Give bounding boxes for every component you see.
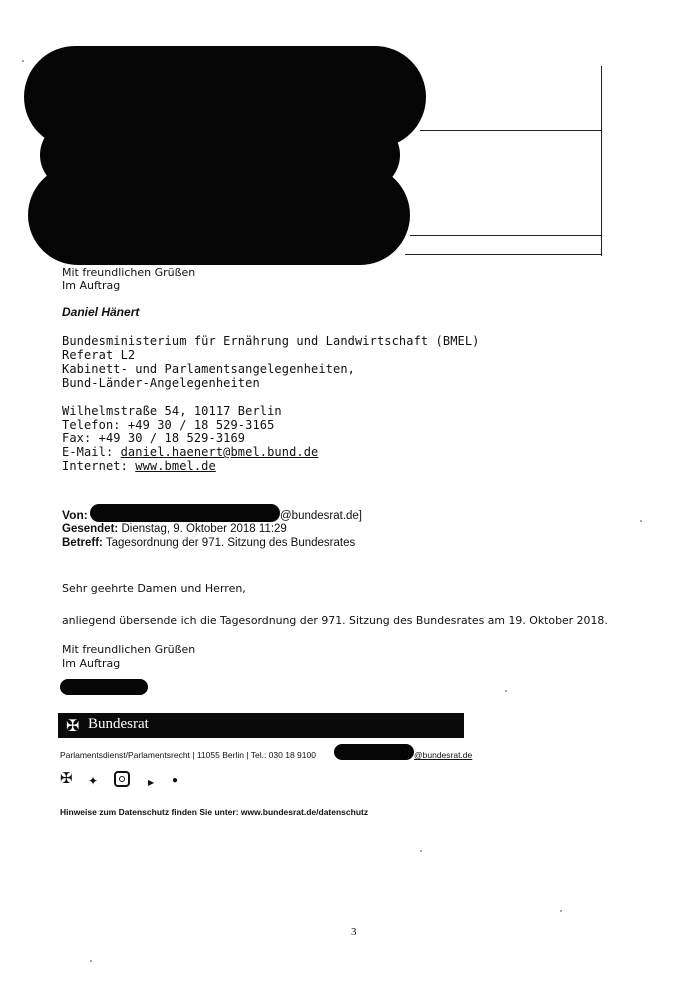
signature-dept-1: Kabinett- und Parlamentsangelegenheiten,	[62, 362, 355, 376]
scan-speck	[560, 910, 562, 912]
sent-row	[62, 522, 287, 536]
subject-row	[62, 536, 355, 550]
body-text: anliegend übersende ich die Tagesordnung der 971. Sitzung des Bundesrates am 19. Oktober 2018.	[62, 614, 608, 627]
signature-name: Daniel Hänert	[62, 305, 140, 319]
sent-value: Dienstag, 9. Oktober 2018 11:29	[121, 523, 287, 535]
footer-contact-prefix: Parlamentsdienst/Parlamentsrecht | 11055 Berlin | Tel.: 030 18 9100	[60, 750, 316, 760]
form-line-2	[410, 235, 602, 236]
email-label: E-Mail:	[62, 445, 114, 459]
redaction-contact	[334, 744, 414, 760]
body-salutation: Sehr geehrte Damen und Herren,	[62, 582, 246, 595]
scan-speck	[420, 850, 422, 852]
twitter-icon[interactable]: ✦	[88, 774, 99, 788]
footer-privacy: Hinweise zum Datenschutz finden Sie unter: www.bundesrat.de/datenschutz	[60, 807, 369, 817]
form-line-1	[420, 130, 602, 131]
page-number: 3	[351, 926, 357, 938]
signature-email-row	[62, 445, 318, 459]
scan-speck	[22, 60, 24, 62]
redaction-block-bottom	[28, 165, 410, 265]
eagle-icon: ✠	[66, 718, 80, 735]
signature-org: Bundesministerium für Ernährung und Landwirtschaft (BMEL)	[62, 334, 480, 348]
signature-dept-2: Bund-Länder-Angelegenheiten	[62, 376, 260, 390]
redaction-from	[90, 504, 280, 522]
from-label: Von:	[62, 508, 88, 522]
form-line-right	[601, 66, 602, 256]
redaction-signer	[60, 679, 148, 695]
signature-unit: Referat L2	[62, 348, 136, 362]
body-on-behalf: Im Auftrag	[62, 657, 121, 670]
eagle-icon[interactable]: ✠	[60, 770, 73, 787]
form-line-3	[405, 254, 602, 255]
footer-contact-suffix[interactable]: @bundesrat.de	[414, 750, 473, 760]
internet-label: Internet:	[62, 459, 128, 473]
subject-label: Betreff:	[62, 537, 103, 549]
scan-speck	[90, 960, 92, 962]
scan-speck	[640, 520, 642, 522]
signature-fax: Fax: +49 30 / 18 529-3169	[62, 431, 246, 445]
dot-icon[interactable]: ●	[172, 775, 179, 786]
bundesrat-brand-bar	[58, 713, 464, 738]
play-icon[interactable]: ▶	[148, 778, 155, 787]
signature-phone: Telefon: +49 30 / 18 529-3165	[62, 418, 275, 432]
closing-greeting: Mit freundlichen Grüßen	[62, 266, 196, 279]
body-closing: Mit freundlichen Grüßen	[62, 643, 196, 656]
instagram-icon[interactable]	[114, 771, 130, 790]
internet-link[interactable]: www.bmel.de	[135, 459, 216, 473]
closing-on-behalf: Im Auftrag	[62, 279, 121, 292]
signature-internet-row	[62, 459, 216, 473]
subject-value: Tagesordnung der 971. Sitzung des Bundesrates	[105, 537, 356, 549]
brand-name: Bundesrat	[88, 716, 149, 732]
signature-address: Wilhelmstraße 54, 10117 Berlin	[62, 404, 282, 418]
from-suffix: @bundesrat.de]	[280, 510, 363, 522]
sent-label: Gesendet:	[62, 523, 119, 535]
scan-speck	[505, 690, 507, 692]
email-link[interactable]: daniel.haenert@bmel.bund.de	[120, 445, 319, 459]
